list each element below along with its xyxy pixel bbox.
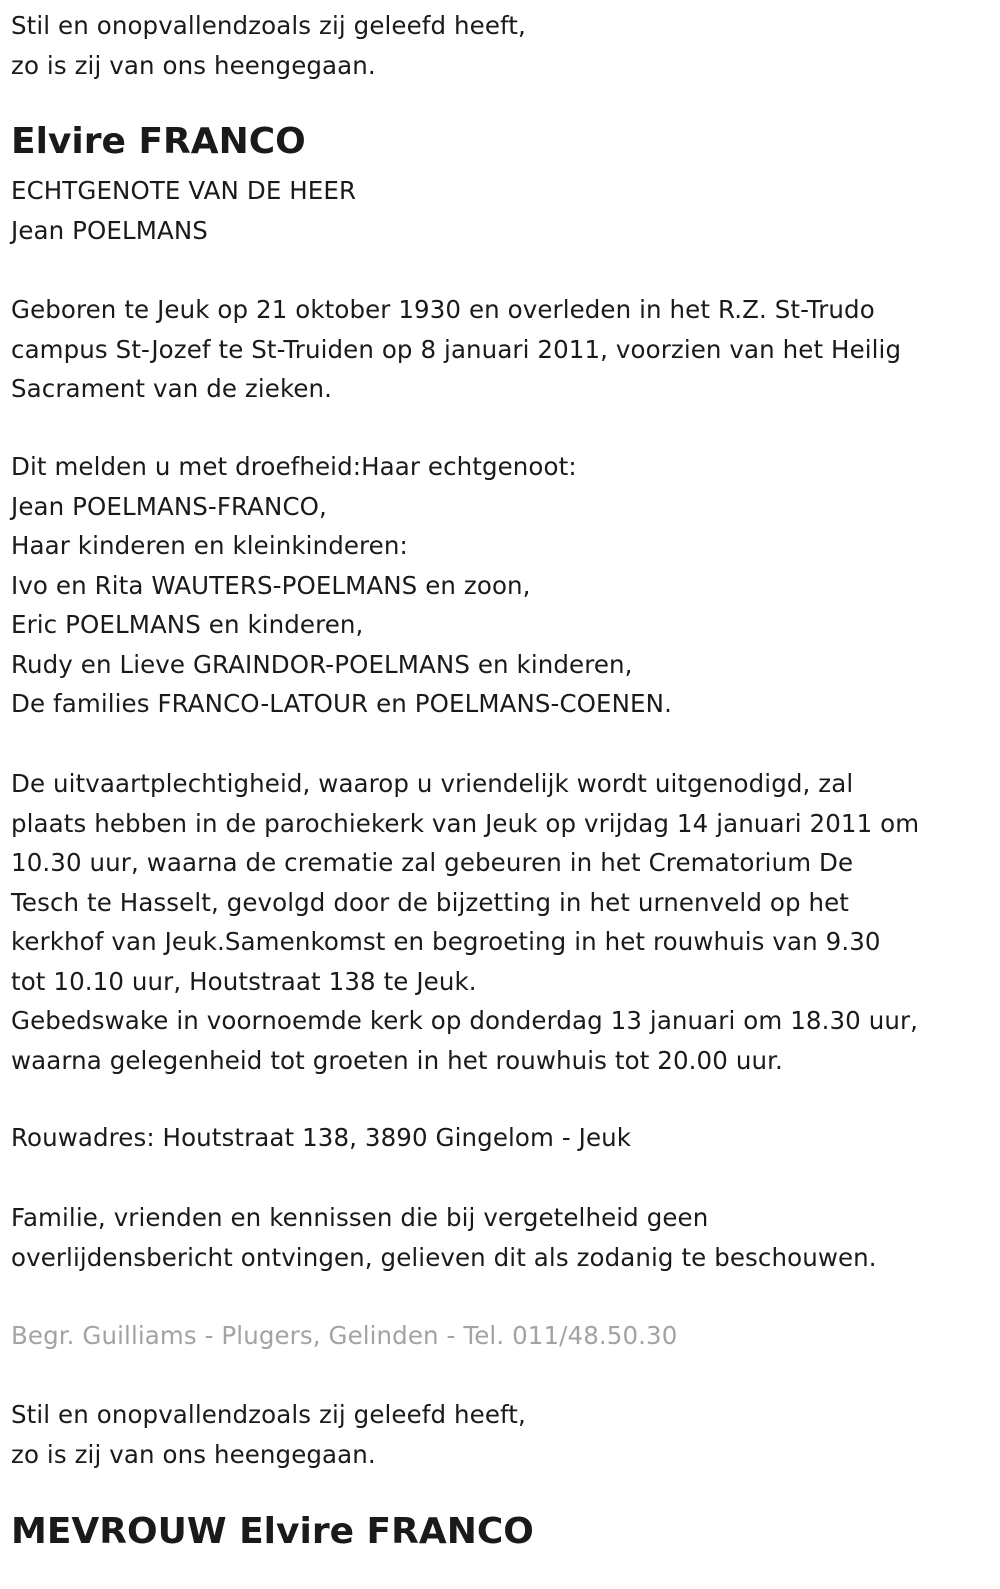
undertaker-info: Begr. Guilliams - Plugers, Gelinden - Tel. 011/48.50.30 (11, 1321, 678, 1350)
paragraph-line: 10.30 uur, waarna de crematie zal gebeuren in het Crematorium De (11, 848, 854, 877)
family-line: Haar kinderen en kleinkinderen: (11, 531, 408, 560)
family-line: Jean POELMANS-FRANCO, (11, 491, 327, 521)
paragraph-line: De uitvaartplechtigheid, waarop u vriendelijk wordt uitgenodigd, zal (11, 769, 854, 798)
birth-death-paragraph (11, 290, 901, 409)
second-deceased-heading: MEVROUW Elvire FRANCO (11, 1511, 534, 1552)
subtitle-line: ECHTGENOTE VAN DE HEER (11, 176, 357, 205)
outro-line: Stil en onopvallendzoals zij geleefd heeft, (11, 1400, 526, 1429)
intro-verse (11, 6, 526, 85)
family-line: Dit melden u met droefheid:Haar echtgenoot: (11, 452, 577, 481)
intro-line: zo is zij van ons heengegaan. (11, 50, 376, 80)
family-list (11, 447, 672, 724)
mourning-address: Rouwadres: Houtstraat 138, 3890 Gingelom - Jeuk (11, 1123, 632, 1152)
paragraph-line: waarna gelegenheid tot groeten in het rouwhuis tot 20.00 uur. (11, 1045, 783, 1075)
family-line: De families FRANCO-LATOUR en POELMANS-COENEN. (11, 689, 672, 718)
deceased-name: Elvire FRANCO (11, 121, 306, 162)
paragraph-line: Sacrament van de zieken. (11, 374, 333, 403)
intro-line: Stil en onopvallendzoals zij geleefd heeft, (11, 11, 526, 40)
paragraph-line: overlijdensbericht ontvingen, gelieven dit als zodanig te beschouwen. (11, 1242, 877, 1272)
family-line: Ivo en Rita WAUTERS-POELMANS en zoon, (11, 570, 531, 600)
paragraph-line: plaats hebben in de parochiekerk van Jeuk op vrijdag 14 januari 2011 om (11, 808, 920, 838)
spouse-subtitle (11, 171, 356, 250)
outro-line: zo is zij van ons heengegaan. (11, 1439, 376, 1469)
paragraph-line: Tesch te Hasselt, gevolgd door de bijzetting in het urnenveld op het (11, 887, 849, 917)
paragraph-line: kerkhof van Jeuk.Samenkomst en begroeting in het rouwhuis van 9.30 (11, 927, 881, 956)
paragraph-line: tot 10.10 uur, Houtstraat 138 te Jeuk. (11, 966, 477, 996)
outro-verse (11, 1395, 526, 1474)
paragraph-line: Familie, vrienden en kennissen die bij vergetelheid geen (11, 1203, 709, 1232)
notice-paragraph (11, 1198, 877, 1277)
funeral-ceremony-paragraph (11, 764, 919, 1080)
paragraph-line: Geboren te Jeuk op 21 oktober 1930 en overleden in het R.Z. St-Trudo (11, 295, 875, 324)
paragraph-line: campus St-Jozef te St-Truiden op 8 januari 2011, voorzien van het Heilig (11, 334, 902, 364)
paragraph-line: Gebedswake in voornoemde kerk op donderdag 13 januari om 18.30 uur, (11, 1006, 919, 1035)
family-line: Eric POELMANS en kinderen, (11, 610, 364, 639)
family-line: Rudy en Lieve GRAINDOR-POELMANS en kinderen, (11, 649, 633, 679)
subtitle-line: Jean POELMANS (11, 215, 208, 245)
